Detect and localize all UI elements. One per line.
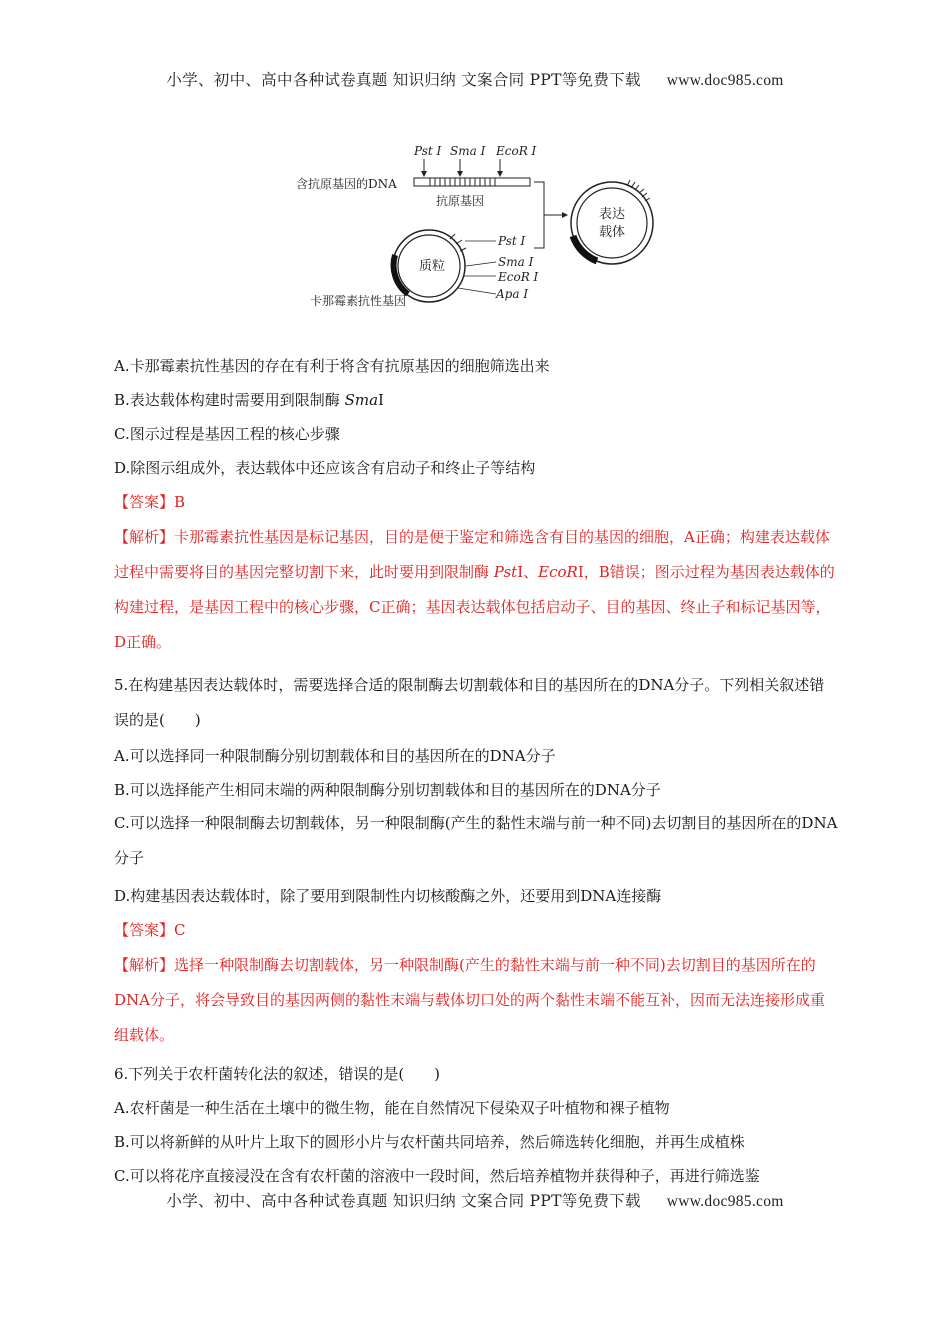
q4-option-b-pre: B.表达载体构建时需要用到限制酶 bbox=[114, 391, 340, 409]
arrowhead-pst bbox=[421, 171, 427, 177]
q4-analysis-enzyme-pst: Pst bbox=[493, 563, 518, 581]
q6-option-c: C.可以将花序直接浸没在含有农杆菌的溶液中一段时间，然后培养植物并获得种子，再进行筛选鉴 bbox=[114, 1167, 760, 1185]
footer-text: 小学、初中、高中各种试卷真题 知识归纳 文案合同 PPT等免费下载 bbox=[166, 1192, 641, 1210]
diagram-svg bbox=[290, 138, 670, 318]
q6-option-b: B.可以将新鲜的从叶片上取下的圆形小片与农杆菌共同培养，然后筛选转化细胞，并再生成植株 bbox=[114, 1133, 745, 1151]
q5-option-d: D.构建基因表达载体时，除了要用到限制性内切核酸酶之外，还要用到DNA连接酶 bbox=[114, 887, 662, 905]
q4-option-b-post: Ⅰ bbox=[378, 391, 384, 409]
q5-option-c: C.可以选择一种限制酶去切割载体，另一种限制酶(产生的黏性末端与前一种不同)去切割目的基因所在的DNA分子 bbox=[114, 814, 838, 867]
vector-label-1: 表达 bbox=[599, 207, 626, 222]
q5-option-b: B.可以选择能产生相同末端的两种限制酶分别切割载体和目的基因所在的DNA分子 bbox=[114, 781, 661, 799]
dna-strand bbox=[414, 178, 530, 186]
q4-option-b-enzyme: Sma bbox=[344, 391, 379, 409]
antigen-gene-segment bbox=[430, 178, 495, 186]
plasmid-label: 质粒 bbox=[419, 259, 446, 274]
header-url[interactable]: www.doc985.com bbox=[666, 72, 784, 89]
q5-answer-tag: 【答案】 bbox=[114, 921, 175, 939]
dna-label: 含抗原基因的DNA bbox=[296, 177, 397, 191]
q6-stem: 6.下列关于农杆菌转化法的叙述，错误的是( ) bbox=[114, 1065, 441, 1083]
enzyme-sma-top: Sma Ⅰ bbox=[450, 144, 486, 158]
enzyme-eco-top: EcoR Ⅰ bbox=[496, 144, 537, 158]
q4-answer-value: B bbox=[174, 493, 186, 511]
q4-answer-tag: 【答案】 bbox=[114, 493, 175, 511]
page-footer bbox=[0, 1189, 950, 1211]
header-text: 小学、初中、高中各种试卷真题 知识归纳 文案合同 PPT等免费下载 bbox=[166, 71, 641, 89]
leader-apa bbox=[458, 288, 496, 294]
q5-analysis bbox=[114, 948, 839, 1053]
kanamycin-gene-segment bbox=[394, 255, 408, 294]
antigen-gene-label: 抗原基因 bbox=[436, 194, 485, 208]
vector-gene-ticks bbox=[627, 180, 650, 201]
vector-kanamycin-segment bbox=[573, 236, 597, 261]
arrowhead-eco bbox=[497, 171, 503, 177]
q4-option-a: A.卡那霉素抗性基因的存在有利于将含有抗原基因的细胞筛选出来 bbox=[114, 357, 550, 375]
vector-construction-figure bbox=[290, 138, 670, 318]
enzyme-pst-plasmid: Pst Ⅰ bbox=[498, 234, 526, 248]
q5-analysis-tag: 【解析】 bbox=[114, 956, 175, 974]
q4-analysis-text-1: 卡那霉素抗性基因是标记基因，目的是便于鉴定和筛选含有目的基因的细胞，A正确；构建表达载体过程中需要将目的基因完整切割下来，此时要用到限制酶 bbox=[114, 528, 830, 581]
q4-analysis-enzyme-eco: EcoR bbox=[538, 563, 578, 581]
q5-option-a: A.可以选择同一种限制酶分别切割载体和目的基因所在的DNA分子 bbox=[114, 747, 556, 765]
enzyme-eco-plasmid: EcoR Ⅰ bbox=[498, 270, 539, 284]
arrowhead-sma bbox=[457, 171, 463, 177]
enzyme-apa-plasmid: Apa Ⅰ bbox=[496, 287, 529, 301]
vector-label-2: 载体 bbox=[599, 225, 626, 240]
q4-option-c: C.图示过程是基因工程的核心步骤 bbox=[114, 425, 340, 443]
q4-option-d: D.除图示组成外，表达载体中还应该含有启动子和终止子等结构 bbox=[114, 459, 536, 477]
q4-analysis-sep: Ⅰ、 bbox=[517, 563, 539, 581]
q4-analysis-tag: 【解析】 bbox=[114, 528, 175, 546]
leader-sma bbox=[466, 262, 496, 266]
q4-analysis bbox=[114, 520, 839, 660]
page-header bbox=[0, 68, 950, 90]
q5-analysis-text: 选择一种限制酶去切割载体，另一种限制酶(产生的黏性末端与前一种不同)去切割目的基因所在的DNA分子，将会导致目的基因两侧的黏性末端与载体切口处的两个黏性末端不能互补，因而无法连接形成重组载体。 bbox=[114, 956, 825, 1044]
q5-answer bbox=[114, 920, 186, 940]
vector-inner bbox=[577, 188, 647, 258]
kanamycin-label: 卡那霉素抗性基因 bbox=[310, 294, 407, 308]
q5-answer-value: C bbox=[174, 921, 186, 939]
q4-option-b bbox=[114, 390, 384, 410]
q6-option-a: A.农杆菌是一种生活在土壤中的微生物，能在自然情况下侵染双子叶植物和裸子植物 bbox=[114, 1099, 670, 1117]
enzyme-pst-top: Pst Ⅰ bbox=[414, 144, 442, 158]
q4-answer bbox=[114, 492, 185, 512]
plasmid-site-ticks bbox=[450, 234, 466, 251]
arrowhead-vector bbox=[562, 212, 568, 218]
enzyme-sma-plasmid: Sma Ⅰ bbox=[498, 255, 534, 269]
q5-stem: 5.在构建基因表达载体时，需要选择合适的限制酶去切割载体和目的基因所在的DNA分子。下列相关叙述错误的是( ) bbox=[114, 676, 825, 729]
q4-analysis-text-2: Ⅰ，B错误；图示过程为基因表达载体的构建过程，是基因工程中的核心步骤，C正确；基因表达载体包括启动子、目的基因、终止子和标记基因等，D正确。 bbox=[114, 563, 835, 651]
bracket bbox=[534, 182, 544, 248]
footer-url[interactable]: www.doc985.com bbox=[666, 1193, 784, 1210]
